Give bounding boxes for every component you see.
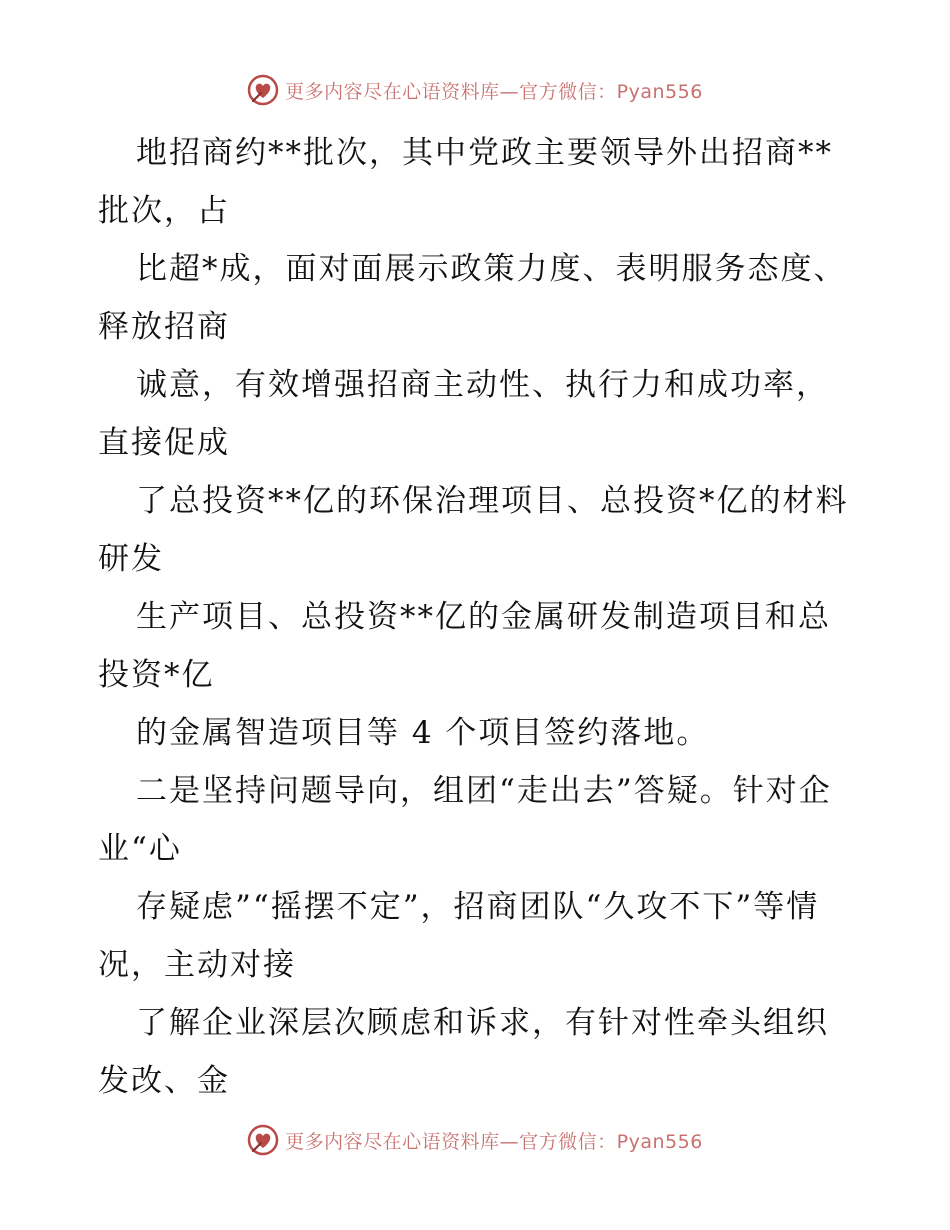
heart-pen-logo-icon: [247, 74, 279, 106]
paragraph-9: 了解企业深层次顾虑和诉求，有针对性牵头组织发改、金: [98, 1005, 829, 1099]
paragraph-2: 比超*成，面对面展示政策力度、表明服务态度、释放招商: [98, 251, 847, 345]
paragraph-3: 诚意，有效增强招商主动性、执行力和成功率，直接促成: [98, 367, 829, 461]
footer-banner-text: 更多内容尽在心语资料库—官方微信：Pyan556: [285, 1130, 703, 1153]
paragraph-8: 存疑虑”“摇摆不定”，招商团队“久攻不下”等情况，主动对接: [98, 889, 820, 983]
paragraph-7: 二是坚持问题导向，组团“走出去”答疑。针对企业“心: [98, 773, 832, 867]
paragraph-5: 生产项目、总投资**亿的金属研发制造项目和总投资*亿: [98, 599, 831, 693]
document-body: [98, 124, 858, 1110]
paragraph-1: 地招商约**批次，其中党政主要领导外出招商**批次，占: [98, 135, 833, 229]
paragraph-4: 了总投资**亿的环保治理项目、总投资*亿的材料研发: [98, 483, 849, 577]
header-banner-text: 更多内容尽在心语资料库—官方微信：Pyan556: [285, 80, 703, 103]
heart-pen-logo-icon: [247, 1124, 279, 1156]
footer-banner: [0, 1120, 950, 1160]
header-banner: [0, 70, 950, 110]
paragraph-6: 的金属智造项目等 4 个项目签约落地。: [136, 715, 710, 751]
